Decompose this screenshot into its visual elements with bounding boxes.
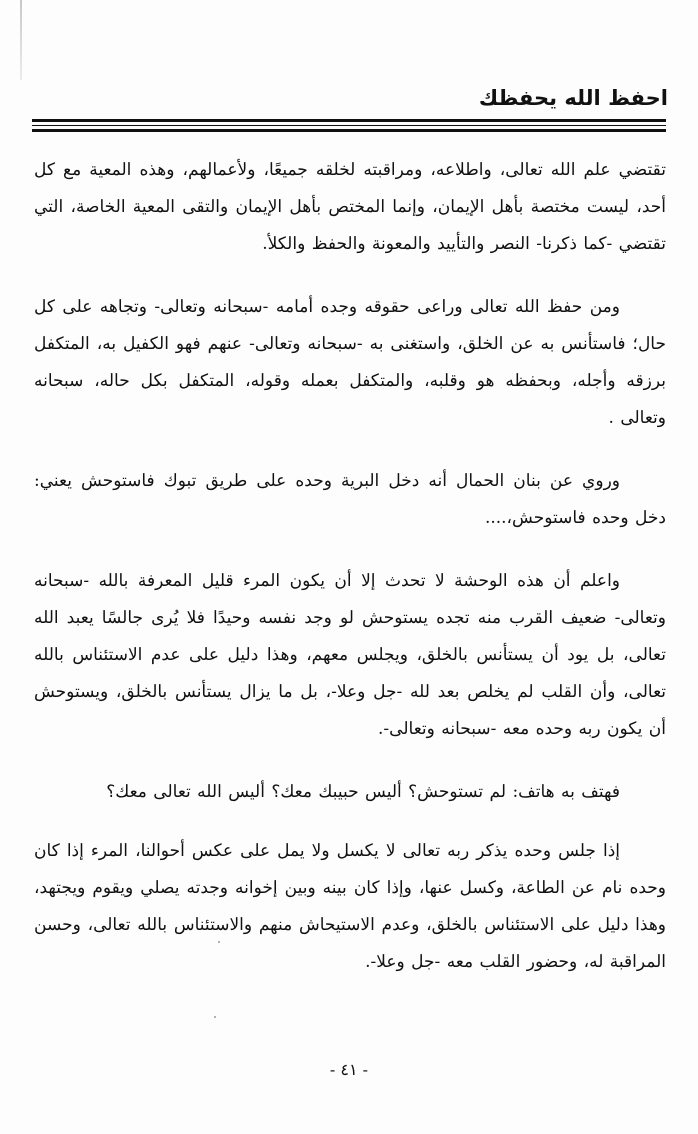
paragraph-2: ومن حفظ الله تعالى وراعى حقوقه وجده أمامه -سبحانه وتعالى- وتجاهه على كل حال؛ فاستأنس به عن الخلق، واستغنى به -سبحانه وتعالى- عنهم فهو الكفيل به، المتكفل برزقه وأجله، وبحفظه هو وقلبه، والمتكفل بعمله وقوله، المتكفل بكل حاله، سبحانه وتعالى . <box>34 297 666 428</box>
paragraph-5: فهتف به هاتف: لم تستوحش؟ أليس حبيبك معك؟ أليس الله تعالى معك؟ <box>106 782 620 802</box>
running-header <box>479 86 668 110</box>
scan-speck <box>214 1016 216 1018</box>
header-rule-thick-bottom <box>32 129 666 132</box>
page-number: - ٤١ - <box>329 1060 369 1079</box>
paragraph-3: وروي عن بنان الحمال أنه دخل البرية وحده على طريق تبوك فاستوحش يعني: دخل وحده فاستوحش،.... <box>34 471 666 528</box>
paragraph-1: تقتضي علم الله تعالى، واطلاعه، ومراقبته لخلقه جميعًا، ولأعمالهم، وهذه المعية مع كل أحد، ليست مختصة بأهل الإيمان، وإنما المختص بأهل الإيمان والتقى المعية الخاصة، التي تقتضي -كما ذكرنا- النصر والتأييد والمعونة والحفظ والكلأ. <box>34 160 666 254</box>
page-edge-shadow <box>20 0 22 80</box>
header-title: احفظ الله يحفظك <box>478 86 668 110</box>
paragraph-4: واعلم أن هذه الوحشة لا تحدث إلا أن يكون المرء قليل المعرفة بالله -سبحانه وتعالى- ضعيف القرب منه تجده يستوحش لو وجد نفسه وحيدًا فلا يُرى جالسًا يعبد الله تعالى، بل يود أن يستأنس بالخلق، ويجلس معهم، وهذا دليل على عدم الاستئناس بالله تعالى، وأن القلب لم يخلص بعد لله -جل وعلا-، بل ما يزال يستأنس بالخلق، ويستوحش أن يكون ربه وحده معه -سبحانه وتعالى-. <box>34 571 666 739</box>
header-rule-thick-top <box>32 119 666 122</box>
header-rule-thin <box>32 125 666 126</box>
paragraph-6: إذا جلس وحده يذكر ربه تعالى لا يكسل ولا يمل على عكس أحوالنا، المرء إذا كان وحده نام عن الطاعة، وكسل عنها، وإذا كان بينه وبين إخوانه وجدته يصلي ويقوم ويجتهد، وهذا دليل على الاستئناس بالخلق، وعدم الاستيحاش منهم والاستئناس بالله تعالى، وحسن المراقبة له، وحضور القلب معه -جل وعلا-. <box>34 841 666 972</box>
scan-speck <box>218 941 220 943</box>
body-text <box>34 152 666 1007</box>
